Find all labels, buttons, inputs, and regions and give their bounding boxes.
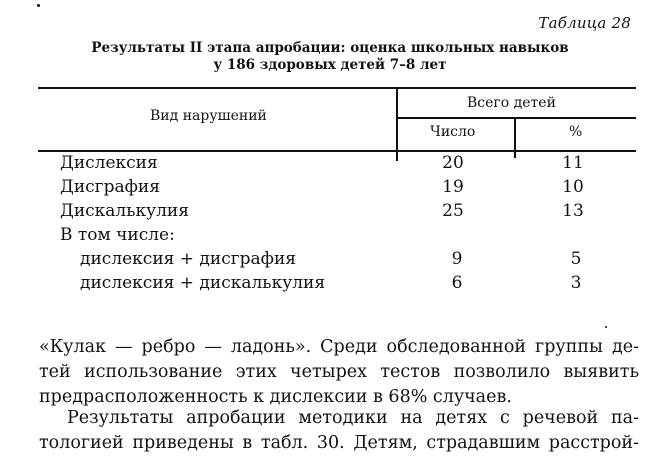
- table-row: [0, 177, 656, 201]
- paragraph-line: «Кулак — ребро — ладонь». Среди обследованной группы де-: [39, 337, 639, 357]
- table-top-rule: [38, 87, 636, 89]
- column-header-violation-type: Вид нарушений: [150, 108, 267, 124]
- table-row: [0, 201, 656, 225]
- table-row: [0, 225, 656, 249]
- row-count: 20: [442, 153, 464, 173]
- table-subcolumn-divider: [514, 117, 516, 158]
- row-label: дислексия + дисграфия: [80, 249, 297, 269]
- scan-speck: [37, 4, 40, 7]
- row-count: 9: [451, 249, 463, 269]
- table-number-label: Таблица 28: [538, 14, 631, 32]
- paragraph-line: предрасположенность к дислексии в 68% случаев.: [39, 387, 512, 407]
- row-label: Дислексия: [60, 153, 158, 173]
- table-column-divider: [396, 87, 398, 161]
- row-label: Дисграфия: [60, 177, 160, 197]
- paragraph-line: тей использование этих четырех тестов позволило выявить: [39, 362, 639, 382]
- row-count: 6: [451, 273, 463, 293]
- column-header-count: Число: [430, 124, 476, 140]
- body-paragraph-1: [39, 335, 639, 410]
- paragraph-line: тологией приведены в табл. 30. Детям, страдавшим расстрой-: [39, 433, 639, 453]
- table-row: [0, 273, 656, 297]
- row-label: дислексия + дискалькулия: [80, 273, 326, 293]
- row-count: 19: [442, 177, 464, 197]
- row-percent: 11: [562, 153, 584, 173]
- column-header-total-children: Всего детей: [467, 95, 556, 111]
- row-percent: 13: [562, 201, 584, 221]
- table-row: [0, 249, 656, 273]
- table-subheader-rule: [397, 117, 636, 119]
- scan-speck: [605, 326, 607, 328]
- row-count: 25: [442, 201, 464, 221]
- table-caption-line-2: у 186 здоровых детей 7–8 лет: [213, 57, 447, 73]
- paragraph-line: Результаты апробации методики на детях с речевой па-: [67, 408, 639, 428]
- table-header-bottom-rule: [38, 150, 636, 152]
- column-header-percent: %: [569, 124, 583, 140]
- table-caption-line-1: Результаты II этапа апробации: оценка школьных навыков: [91, 40, 569, 56]
- row-label: В том числе:: [60, 225, 175, 245]
- row-label: Дискалькулия: [60, 201, 189, 221]
- body-paragraph-2: [39, 406, 639, 456]
- table-caption: [55, 40, 605, 74]
- row-percent: 5: [570, 249, 582, 269]
- table-row: [0, 153, 656, 177]
- row-percent: 10: [562, 177, 584, 197]
- row-percent: 3: [570, 273, 582, 293]
